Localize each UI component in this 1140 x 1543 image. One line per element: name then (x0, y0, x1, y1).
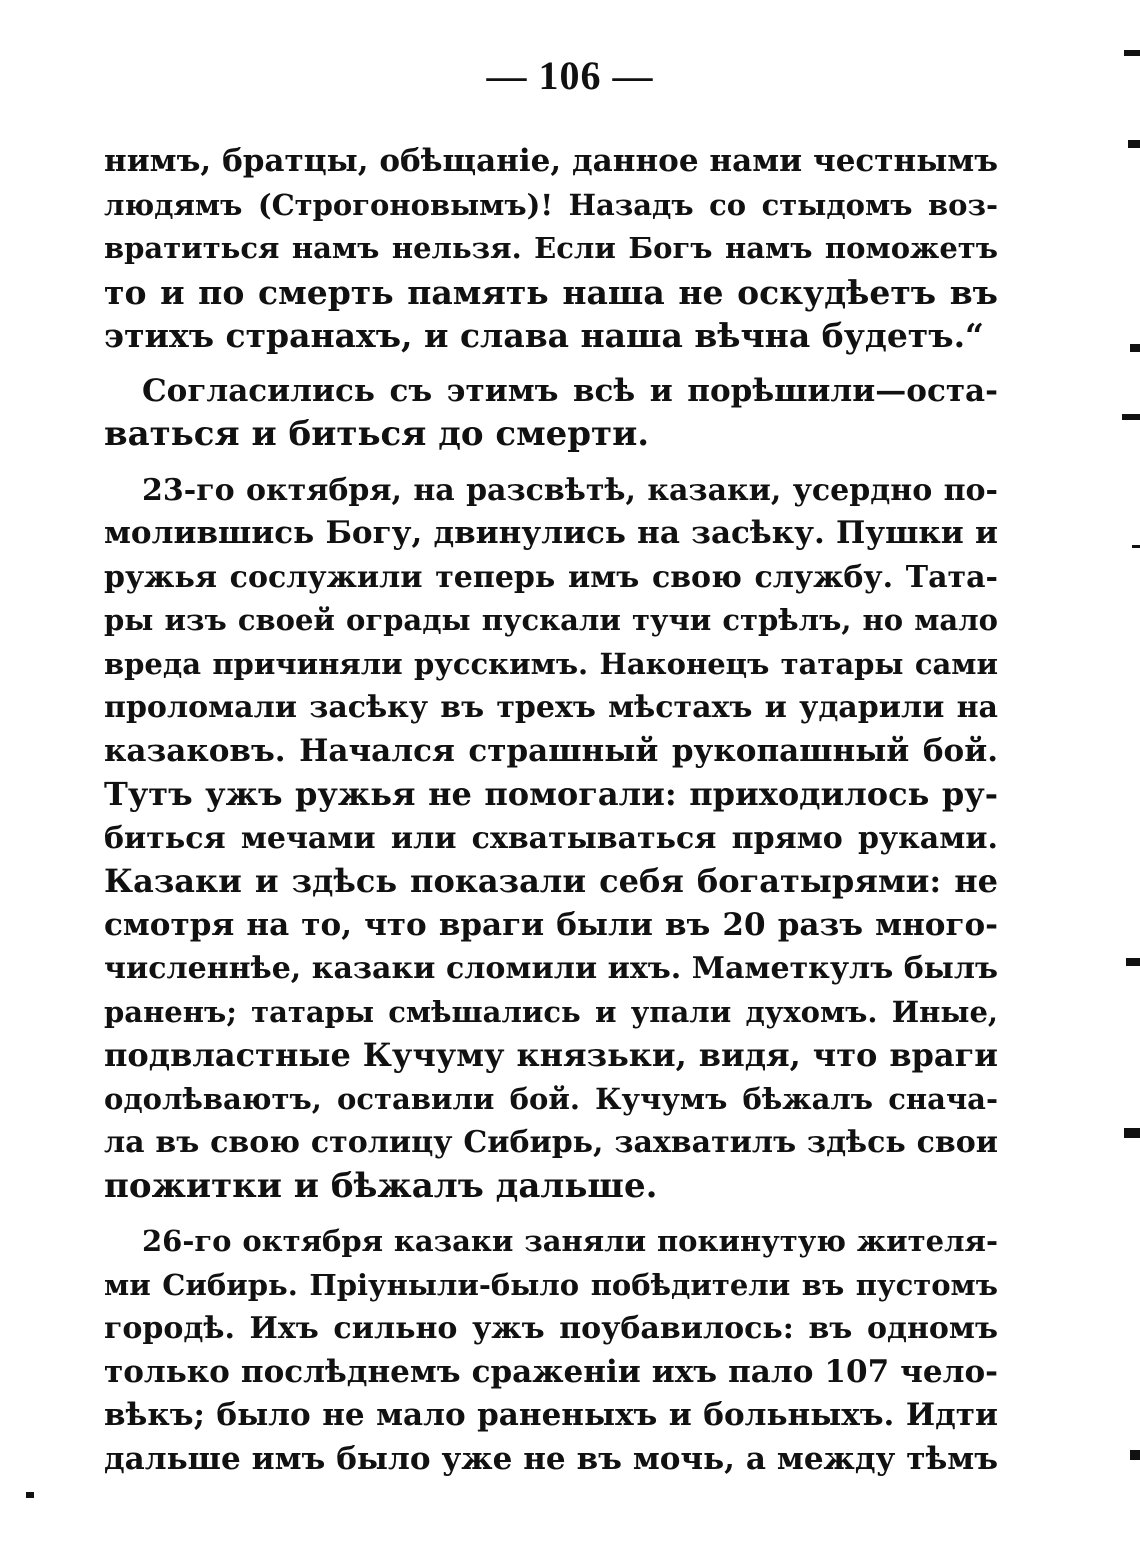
text-line: нимъ, братцы, обѣщаніе, данное нами честнымъ (104, 143, 998, 179)
text-line: проломали засѣку въ трехъ мѣстахъ и ударили на (104, 690, 998, 725)
paragraph (104, 370, 998, 457)
body-text (104, 140, 998, 1493)
text-line: смотря на то, что враги были въ 20 разъ много- (104, 906, 998, 943)
text-line: ла въ свою столицу Сибирь, захватилъ здѣсь свои (104, 1125, 998, 1160)
paragraph (104, 1220, 998, 1481)
text-line: ваться и биться до смерти. (104, 414, 650, 454)
text-line: городѣ. Ихъ сильно ужъ поубавилось: въ одномъ (104, 1311, 998, 1346)
text-line: раненъ; татары смѣшались и упали духомъ. Иные, (104, 994, 998, 1029)
text-line: дальше имъ было уже не въ мочь, а между тѣмъ (104, 1440, 998, 1477)
text-line: Согласились съ этимъ всѣ и порѣшили—оста- (142, 372, 998, 409)
text-line: вѣкъ; было не мало раненыхъ и больныхъ. Идти (104, 1397, 998, 1433)
text-line: численнѣе, казаки сломили ихъ. Маметкулъ былъ (104, 951, 998, 986)
paragraph (104, 469, 998, 1209)
scan-mark (26, 1492, 34, 1498)
text-line: подвластные Кучуму князьки, видя, что враги (104, 1036, 998, 1074)
scan-mark (1130, 344, 1140, 352)
text-line: пожитки и бѣжалъ дальше. (104, 1165, 658, 1206)
text-line: Тутъ ужъ ружья не помогали: приходилось ру- (104, 775, 998, 813)
text-line: Казаки и здѣсь показали себя богатырями: не (104, 862, 998, 900)
text-line: ры изъ своей ограды пускали тучи стрѣлъ, но мало (104, 603, 998, 637)
scan-mark (1132, 545, 1140, 548)
text-line: то и по смерть память наша не оскудѣетъ въ (104, 272, 998, 312)
text-line: 26-го октября казаки заняли покинутую жителя- (142, 1224, 998, 1258)
scan-mark (1122, 414, 1140, 420)
scan-mark (1130, 1450, 1140, 1460)
scan-mark (1124, 1128, 1140, 1138)
scan-mark (1126, 958, 1140, 966)
text-line: ми Сибирь. Пріуныли-было побѣдители въ пустомъ (104, 1267, 998, 1302)
scan-mark (1128, 140, 1140, 148)
text-line: этихъ странахъ, и слава наша вѣчна будетъ.“ (104, 316, 985, 355)
text-line: вреда причиняли русскимъ. Наконецъ татары сами (104, 646, 998, 681)
text-line: молившись Богу, двинулись на засѣку. Пушки и (104, 515, 998, 551)
text-line: ружья сослужили теперь имъ свою службу. Тата- (104, 559, 998, 595)
text-line: только послѣднемъ сраженіи ихъ пало 107 чело- (104, 1353, 998, 1390)
scan-mark (1124, 50, 1140, 56)
text-line: казаковъ. Начался страшный рукопашный бой. (104, 732, 998, 769)
text-line: биться мечами или схватываться прямо руками. (104, 820, 998, 856)
text-line: людямъ (Строгоновымъ)! Назадъ со стыдомъ воз- (104, 187, 998, 222)
page-number: — 106 — (486, 53, 654, 98)
paragraph (104, 140, 998, 358)
text-line: 23-го октября, на разсвѣтѣ, казаки, усердно по- (142, 472, 998, 508)
text-line: вратиться намъ нельзя. Если Богъ намъ поможетъ (104, 231, 998, 265)
text-line: одолѣваютъ, оставили бой. Кучумъ бѣжалъ снача- (104, 1081, 998, 1116)
